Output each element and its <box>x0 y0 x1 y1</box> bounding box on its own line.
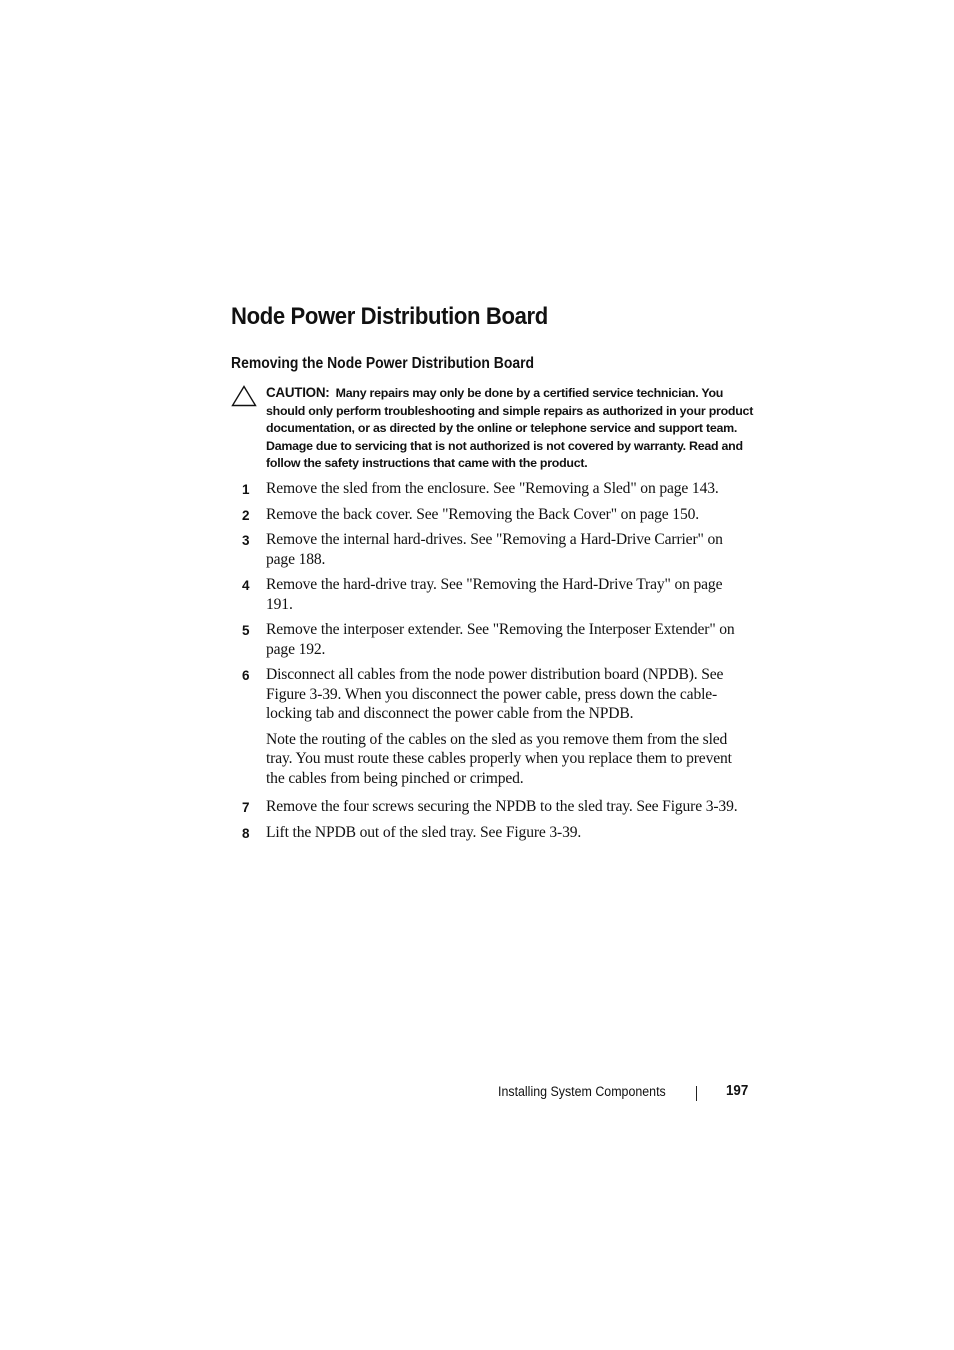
caution-triangle-icon <box>231 385 257 407</box>
step-item <box>231 530 751 569</box>
step-text: Remove the hard-drive tray. See "Removing the Hard-Drive Tray" on page 191. <box>266 576 723 613</box>
caution-body: Many repairs may only be done by a certified service technician. You should only perform troubleshooting and simple repairs as authorized in your product documentation, or as directed by the online or telephone service and support team. Damage due to servicing that is not authorized is not covered by warranty. Read and follow the safety instructions that came with the product. <box>266 386 754 471</box>
step-text: Lift the NPDB out of the sled tray. See Figure 3-39. <box>266 823 582 841</box>
footer-divider <box>696 1086 697 1101</box>
step-item <box>231 620 751 659</box>
step-item <box>231 823 751 843</box>
section-heading: Removing the Node Power Distribution Board <box>231 355 535 372</box>
caution-label: CAUTION: <box>266 385 330 400</box>
step-number: 5 <box>242 623 250 638</box>
procedure-steps <box>231 479 751 848</box>
step-text: Remove the sled from the enclosure. See "Removing a Sled" on page 143. <box>266 480 719 497</box>
step-text: Remove the back cover. See "Removing the Back Cover" on page 150. <box>266 505 699 523</box>
step-item <box>231 505 751 525</box>
step-number: 4 <box>242 578 250 593</box>
step-number: 6 <box>242 668 250 683</box>
step-text: Disconnect all cables from the node power distribution board (NPDB). See Figure 3-39. When you disconnect the power cable, press down the cable-locking tab and disconnect the power cable from the NPDB. <box>266 666 724 722</box>
step-item <box>231 479 751 499</box>
step-item <box>231 665 751 788</box>
step-number: 3 <box>242 533 250 548</box>
footer-section-title: Installing System Components <box>498 1084 666 1099</box>
page-title: Node Power Distribution Board <box>231 303 548 330</box>
step-note: Note the routing of the cables on the sled as you remove them from the sled tray. You must route these cables properly when you replace them to prevent the cables from being pinched or crimped. <box>266 730 732 787</box>
step-number: 8 <box>242 825 250 841</box>
step-number: 1 <box>242 482 250 497</box>
page-number: 197 <box>726 1083 749 1099</box>
step-text: Remove the internal hard-drives. See "Removing a Hard-Drive Carrier" on page 188. <box>266 531 723 568</box>
caution-text-block <box>266 384 756 473</box>
step-item <box>231 797 751 817</box>
step-text: Remove the interposer extender. See "Removing the Interposer Extender" on page 192. <box>266 621 735 658</box>
step-text: Remove the four screws securing the NPDB to the sled tray. See Figure 3-39. <box>266 798 738 815</box>
step-number: 2 <box>242 507 250 523</box>
caution-notice <box>231 384 754 473</box>
step-number: 7 <box>242 800 250 815</box>
step-item <box>231 575 751 614</box>
